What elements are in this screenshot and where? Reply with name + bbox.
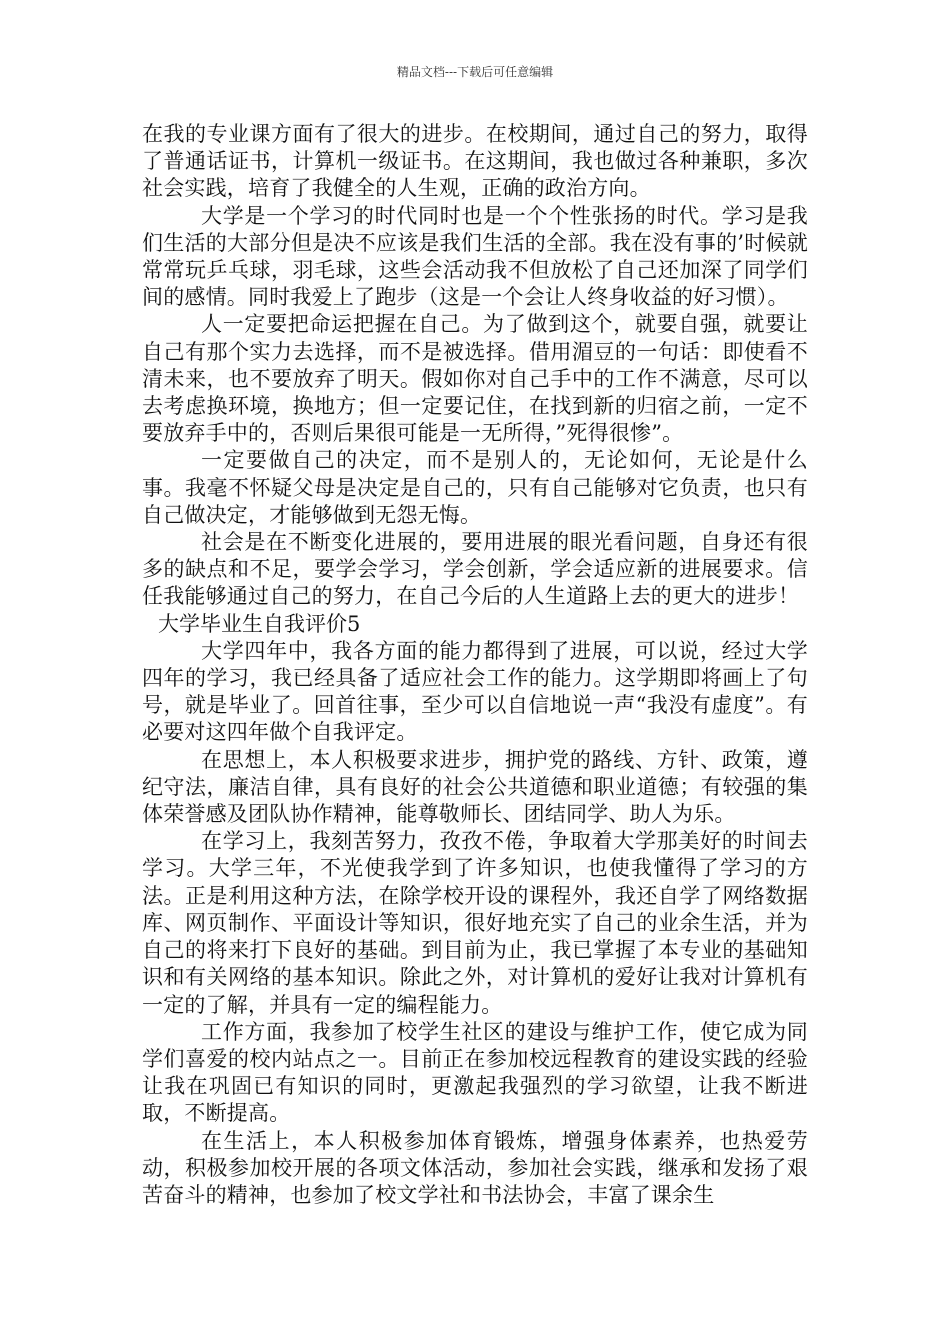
paragraph-continuation: 在我的专业课方面有了很大的进步。在校期间，通过自己的努力，取得了普通话证书，计算机一级证书。在这期间，我也做过各种兼职，多次社会实践，培育了我健全的人生观，正确的政治方向。 (142, 122, 808, 201)
page-header: 精品文档---下载后可任意编辑 (396, 65, 554, 79)
document-body (142, 121, 808, 1209)
paragraph-destiny: 人一定要把命运把握在自己。为了做到这个，就要自强，就要让自己有那个实力去选择，而不是被选择。借用湄豆的一句话：即使看不清未来，也不要放弃了明天。假如你对自己手中的工作不满意，尽可以去考虑换环境，换地方；但一定要记住，在找到新的归宿之前，一定不要放弃手中的，否则后果很可能是一无所得，”死得很惨”。 (142, 312, 808, 446)
paragraph-own-decision: 一定要做自己的决定，而不是别人的，无论如何，无论是什么事。我毫不怀疑父母是决定是自己的，只有自己能够对它负责，也只有自己做决定，才能够做到无怨无悔。 (142, 448, 808, 527)
paragraph-work: 工作方面，我参加了校学生社区的建设与维护工作，使它成为同学们喜爱的校内站点之一。目前正在参加校远程教育的建设实践的经验让我在巩固已有知识的同时，更激起我强烈的学习欲望，让我不断进取，不断提高。 (142, 1019, 808, 1126)
paragraph-ideology: 在思想上，本人积极要求进步，拥护党的路线、方针、政策，遵纪守法，廉洁自律，具有良好的社会公共道德和职业道德；有较强的集体荣誉感及团队协作精神，能尊敬师长、团结同学、助人为乐。 (142, 747, 808, 827)
paragraph-student-life: 大学是一个学习的时代同时也是一个个性张扬的时代。学习是我们生活的大部分但是决不应该是我们生活的全部。我在没有事的’时候就常常玩乒乓球，羽毛球，这些会活动我不但放松了自己还加深了同学们间的感情。同时我爱上了跑步（这是一个会让人终身收益的好习惯）。 (142, 203, 808, 310)
paragraph-four-years: 大学四年中，我各方面的能力都得到了进展，可以说，经过大学四年的学习，我已经具备了适应社会工作的能力。这学期即将画上了句号，就是毕业了。回首往事，至少可以自信地说一声“我没有虚度”。有必要对这四年做个自我评定。 (142, 638, 808, 745)
section-title: 大学毕业生自我评价5 (158, 611, 361, 636)
paragraph-life: 在生活上，本人积极参加体育锻炼，增强身体素养，也热爱劳动，积极参加校开展的各项文体活动，参加社会实践，继承和发扬了艰苦奋斗的精神，也参加了校文学社和书法协会，丰富了课余生 (142, 1128, 808, 1207)
paragraph-society: 社会是在不断变化进展的，要用进展的眼光看问题，自身还有很多的缺点和不足，要学会学习，学会创新，学会适应新的进展要求。信任我能够通过自己的努力，在自己今后的人生道路上去的更大的进步！ (142, 530, 808, 609)
paragraph-study: 在学习上，我刻苦努力，孜孜不倦，争取着大学那美好的时间去学习。大学三年，不光使我学到了许多知识，也使我懂得了学习的方法。正是利用这种方法，在除学校开设的课程外，我还自学了网络数据库、网页制作、平面设计等知识，很好地充实了自己的业余生活，并为自己的将来打下良好的基础。到目前为止，我已掌握了本专业的基础知识和有关网络的基本知识。除此之外，对计算机的爱好让我对计算机有一定的了解，并具有一定的编程能力。 (142, 829, 808, 1017)
